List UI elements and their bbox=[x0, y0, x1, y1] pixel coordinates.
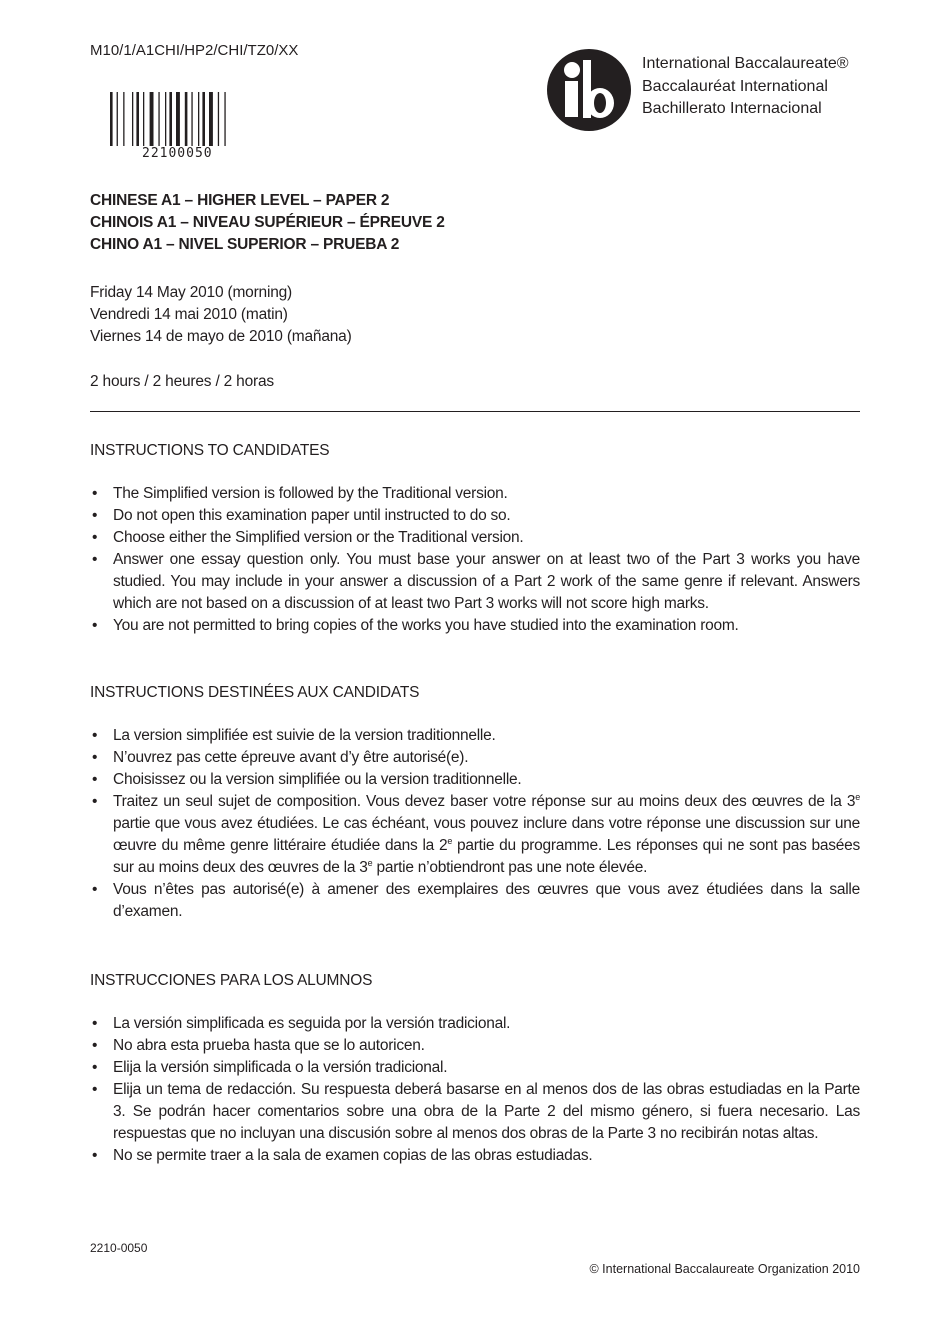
instruction-item bbox=[90, 615, 860, 637]
instruction-text: Choisissez ou la version simplifiée ou la version traditionnelle. bbox=[113, 771, 522, 788]
section-heading: INSTRUCTIONS TO CANDIDATES bbox=[90, 442, 330, 459]
barcode-bar bbox=[185, 92, 188, 146]
section-heading: INSTRUCCIONES PARA LOS ALUMNOS bbox=[90, 972, 373, 989]
instruction-list bbox=[90, 725, 860, 923]
barcode-bar bbox=[117, 92, 118, 146]
barcode-bar bbox=[191, 92, 192, 146]
bullet-icon: • bbox=[92, 727, 98, 744]
instruction-text: partie que vous avez étudiées. Le cas échéant, vous pouvez inclure dans votre réponse une discussion sur une œuvre du même genre littéraire étudiée dans la 2 bbox=[113, 815, 860, 854]
instruction-text: N’ouvrez pas cette épreuve avant d’y être autorisé(e). bbox=[113, 749, 469, 766]
barcode bbox=[110, 92, 252, 146]
barcode-bar bbox=[110, 92, 113, 146]
instruction-text: Traitez un seul sujet de composition. Vous devez baser votre réponse sur au moins deux des œuvres de la 3 bbox=[113, 793, 856, 810]
exam-duration: 2 hours / 2 heures / 2 horas bbox=[90, 373, 274, 390]
date-fr: Vendredi 14 mai 2010 (matin) bbox=[90, 306, 288, 323]
barcode-bar bbox=[224, 92, 225, 146]
instruction-text: Elija la versión simplificada o la versión tradicional. bbox=[113, 1059, 448, 1076]
bullet-icon: • bbox=[92, 1147, 98, 1164]
instruction-text: Do not open this examination paper until instructed to do so. bbox=[113, 507, 511, 524]
barcode-bar bbox=[150, 92, 154, 146]
title-es: CHINO A1 – NIVEL SUPERIOR – PRUEBA 2 bbox=[90, 236, 400, 253]
copyright: © International Baccalaureate Organization 2010 bbox=[589, 1262, 860, 1276]
title-en: CHINESE A1 – HIGHER LEVEL – PAPER 2 bbox=[90, 192, 390, 209]
footer-code: 2210-0050 bbox=[90, 1241, 148, 1255]
instruction-text: No abra esta prueba hasta que se lo autoricen. bbox=[113, 1037, 425, 1054]
bullet-icon: • bbox=[92, 617, 98, 634]
barcode-bar bbox=[132, 92, 133, 146]
instruction-item bbox=[90, 747, 860, 769]
bullet-icon: • bbox=[92, 881, 98, 898]
instruction-text: Vous n’êtes pas autorisé(e) à amener des exemplaires des œuvres que vous avez étudiées dans la salle d’examen. bbox=[113, 881, 860, 920]
instruction-list bbox=[90, 1013, 860, 1167]
divider bbox=[90, 411, 860, 412]
instruction-text: The Simplified version is followed by the Traditional version. bbox=[113, 485, 508, 502]
instruction-item bbox=[90, 769, 860, 791]
bullet-icon: • bbox=[92, 1059, 98, 1076]
instruction-text: partie n’obtiendront pas une note élevée. bbox=[372, 859, 648, 876]
section-heading: INSTRUCTIONS DESTINÉES AUX CANDIDATS bbox=[90, 684, 420, 701]
instruction-item bbox=[90, 879, 860, 923]
barcode-bar bbox=[169, 92, 172, 146]
instruction-text: partie du programme. Les réponses qui ne sont pas basées sur au moins deux des œuvres de la 3 bbox=[113, 837, 860, 876]
instruction-item bbox=[90, 791, 860, 879]
barcode-bar bbox=[165, 92, 166, 146]
instruction-item bbox=[90, 527, 860, 549]
bullet-icon: • bbox=[92, 1015, 98, 1032]
bullet-icon: • bbox=[92, 793, 98, 810]
exam-dates bbox=[90, 282, 352, 348]
bullet-icon: • bbox=[92, 1081, 98, 1098]
instruction-item bbox=[90, 1035, 860, 1057]
instruction-item bbox=[90, 549, 860, 615]
instruction-text: Answer one essay question only. You must base your answer on at least two of the Part 3 works you have studied. You may include in your answer a discussion of a Part 2 work of the same genre if relevant. Answers which are not based on a discussion of at least two Part 3 works will not score high marks. bbox=[113, 551, 860, 612]
instruction-item bbox=[90, 1013, 860, 1035]
barcode-number: 22100050 bbox=[142, 146, 213, 161]
barcode-bar bbox=[198, 92, 199, 146]
instructions-en bbox=[90, 440, 860, 637]
instruction-text: No se permite traer a la sala de examen copias de las obras estudiadas. bbox=[113, 1147, 593, 1164]
instruction-text: Elija un tema de redacción. Su respuesta deberá basarse en al menos dos de las obras estudiadas en la Parte 3. Se podrán hacer comentarios sobre una obra de la Parte 2 del mismo género, si fuera necesario. Las respuestas que no incluyan una discusión sobre al menos dos obras de la Parte 3 no recibirán notas altas. bbox=[113, 1081, 860, 1142]
logo-line-fr: Baccalauréat International bbox=[642, 77, 828, 95]
ib-logo-icon bbox=[545, 48, 631, 132]
paper-code: M10/1/A1CHI/HP2/CHI/TZ0/XX bbox=[90, 42, 299, 59]
superscript: e bbox=[447, 835, 453, 846]
bullet-icon: • bbox=[92, 749, 98, 766]
instruction-item bbox=[90, 1145, 860, 1167]
instruction-item bbox=[90, 1079, 860, 1145]
instruction-item bbox=[90, 483, 860, 505]
bullet-icon: • bbox=[92, 771, 98, 788]
barcode-bar bbox=[176, 92, 180, 146]
instruction-text: La versión simplificada es seguida por la versión tradicional. bbox=[113, 1015, 511, 1032]
barcode-bar bbox=[123, 92, 124, 146]
barcode-bar bbox=[136, 92, 139, 146]
logo-line-en: International Baccalaureate® bbox=[642, 55, 849, 72]
date-es: Viernes 14 de mayo de 2010 (mañana) bbox=[90, 328, 352, 345]
exam-titles bbox=[90, 190, 445, 256]
instructions-es bbox=[90, 970, 860, 1167]
barcode-bar bbox=[218, 92, 219, 146]
logo-line-es: Bachillerato Internacional bbox=[642, 100, 822, 117]
bullet-icon: • bbox=[92, 529, 98, 546]
instruction-text: Choose either the Simplified version or the Traditional version. bbox=[113, 529, 524, 546]
instruction-item bbox=[90, 725, 860, 747]
barcode-bar bbox=[158, 92, 159, 146]
instruction-item bbox=[90, 1057, 860, 1079]
title-fr: CHINOIS A1 – NIVEAU SUPÉRIEUR – ÉPREUVE 2 bbox=[90, 214, 445, 231]
date-en: Friday 14 May 2010 (morning) bbox=[90, 284, 293, 301]
instructions-fr bbox=[90, 682, 860, 923]
barcode-bar bbox=[209, 92, 213, 146]
ib-logo-text bbox=[642, 53, 849, 121]
instruction-item bbox=[90, 505, 860, 527]
instruction-text: La version simplifiée est suivie de la version traditionnelle. bbox=[113, 727, 496, 744]
instruction-list bbox=[90, 483, 860, 637]
barcode-bar bbox=[143, 92, 144, 146]
bullet-icon: • bbox=[92, 485, 98, 502]
superscript: e bbox=[855, 791, 860, 802]
bullet-icon: • bbox=[92, 1037, 98, 1054]
instruction-text: You are not permitted to bring copies of the works you have studied into the examination room. bbox=[113, 617, 739, 634]
bullet-icon: • bbox=[92, 507, 98, 524]
bullet-icon: • bbox=[92, 551, 98, 568]
superscript: e bbox=[367, 857, 373, 868]
barcode-bar bbox=[202, 92, 205, 146]
